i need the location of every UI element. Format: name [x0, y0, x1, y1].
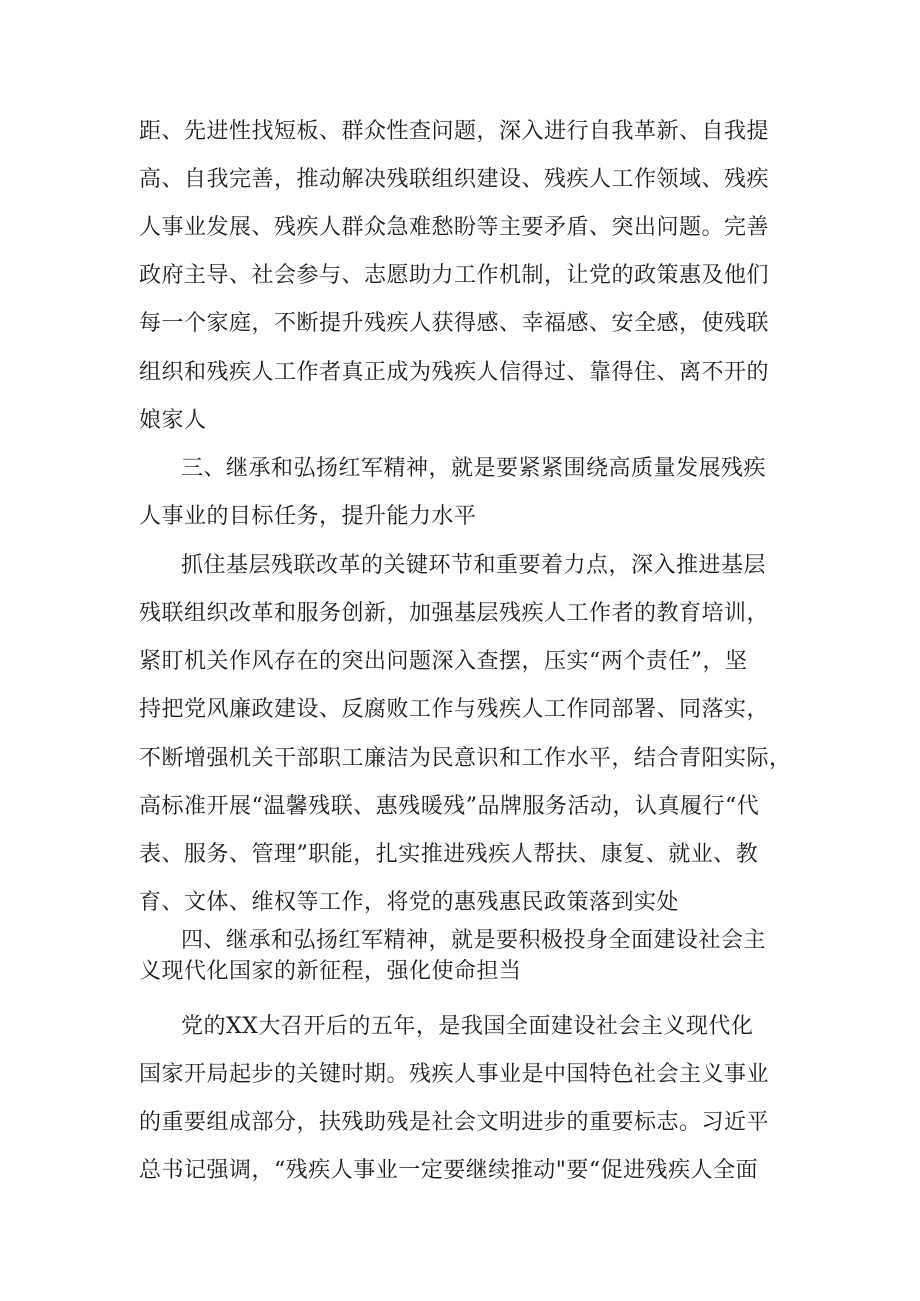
text-line: 的重要组成部分，扶残助残是社会文明进步的重要标志。习近平	[139, 1110, 770, 1135]
section-heading-3: 三、继承和弘扬红军精神，就是要紧紧围绕高质量发展残疾	[181, 456, 767, 481]
text-line: 总书记强调，“残疾人事业一定要继续推动"要“促进残疾人全面	[139, 1158, 759, 1183]
text-line: 持把党风廉政建设、反腐败工作与残疾人工作同部署、同落实，	[139, 697, 770, 722]
text-line: 不断增强机关干部职工廉洁为民意识和工作水平，结合青阳实际，	[139, 746, 792, 771]
text-line: 娘家人	[139, 408, 207, 433]
text-line: 组织和残疾人工作者真正成为残疾人信得过、靠得住、离不开的	[139, 360, 770, 385]
text-line: 人事业发展、残疾人群众急难愁盼等主要矛盾、突出问题。完善	[139, 215, 770, 240]
text-line: 距、先进性找短板、群众性查问题，深入进行自我革新、自我提	[139, 119, 770, 144]
text-line: 政府主导、社会参与、志愿助力工作机制，让党的政策惠及他们	[139, 263, 770, 288]
text-line: 表、服务、管理”职能，扎实推进残疾人帮扶、康复、就业、教	[139, 842, 759, 867]
text-line: 每一个家庭，不断提升残疾人获得感、幸福感、安全感，使残联	[139, 311, 770, 336]
text-line: 高标准开展“温馨残联、惠残暖残”品牌服务活动，认真履行“代	[139, 794, 760, 819]
text-line: 育、文体、维权等工作，将党的惠残惠民政策落到实处	[139, 890, 680, 915]
text-line: 紧盯机关作风存在的突出问题深入查摆，压实“两个责任”，坚	[139, 649, 748, 674]
section-heading-3-line-2: 人事业的目标任务，提升能力水平	[139, 504, 477, 529]
section-heading-4-line-2: 义现代化国家的新征程，强化使命担当	[139, 959, 522, 984]
text-line: 残联组织改革和服务创新，加强基层残疾人工作者的教育培训，	[139, 601, 770, 626]
text-line: 国家开局起步的关键时期。残疾人事业是中国特色社会主义事业	[139, 1062, 770, 1087]
text-line: 党的XX大召开后的五年，是我国全面建设社会主义现代化	[181, 1014, 754, 1039]
text-line: 抓住基层残联改革的关键环节和重要着力点，深入推进基层	[181, 553, 767, 578]
section-heading-4: 四、继承和弘扬红军精神，就是要积极投身全面建设社会主	[181, 928, 767, 953]
text-line: 高、自我完善，推动解决残联组织建设、残疾人工作领域、残疾	[139, 167, 770, 192]
